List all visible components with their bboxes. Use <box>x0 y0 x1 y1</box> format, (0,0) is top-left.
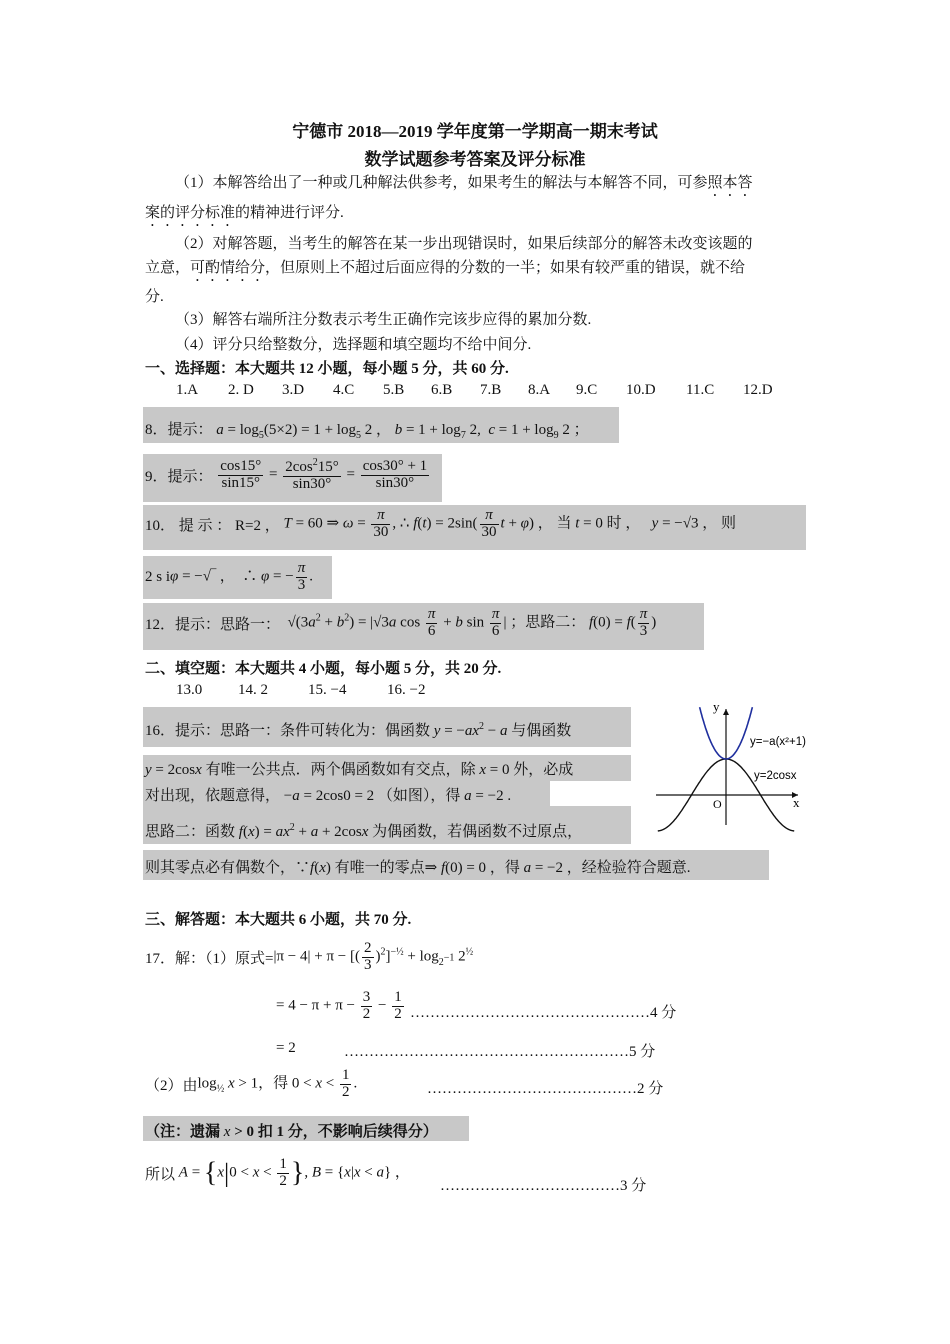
answer-10: 10.D <box>626 382 656 398</box>
function-graph <box>650 697 830 832</box>
hint-9: 9．提示： $\frac{\cos 15^\circ}{\sin 15^\circ}$ = $\frac{2\cos^215^\circ}{\sin 30^\circ}$ = $\frac{\cos 30^\circ + 1}{\sin 30^\circ}$ <box>145 457 428 492</box>
choice-answers <box>176 382 773 399</box>
hint-8: 8．提示： $a = \log_5(5\times 2) = 1 + \log_5 2$ ， $b = 1 + \log_7 2$, $c = 1 + \log_9 2$ ； <box>145 422 589 441</box>
x-axis-label: x <box>793 795 800 810</box>
answer-14: 14. 2 <box>238 682 268 698</box>
problem-17-part-2: （2）由$\log_{\frac{1}{2}} x > 1$，得 0 < x < $\frac{1}{2}$ . <box>145 1067 358 1100</box>
answer-15: 15. −4 <box>308 682 347 698</box>
answer-5: 5.B <box>383 382 405 398</box>
scoring-note: （注：遗漏 x > 0 扣 1 分，不影响后续得分） <box>145 1124 438 1140</box>
section-2-heading: 二、填空题：本大题共 4 小题，每小题 5 分，共 20 分. <box>145 661 502 677</box>
note-2-line-1: （2）对解答题，当考生的解答在某一步出现错误时，如果后续部分的解答未改变该题的 <box>175 236 753 252</box>
answer-13: 13.0 <box>176 682 203 698</box>
hint-16-line-5: 则其零点必有偶数个，∵f(x) 有唯一的零点⇒ f(0) = 0 ，得 a = −2 ，经检验符合题意. <box>145 860 691 876</box>
page-title: 宁德市 2018—2019 学年度第一学期高一期末考试 <box>292 122 658 141</box>
answer-2: 2. D <box>228 382 254 398</box>
note-3: （3）解答右端所注分数表示考生正确作完该步应得的累加分数. <box>175 312 592 328</box>
note-4: （4）评分只给整数分，选择题和填空题均不给中间分. <box>175 337 532 353</box>
parabola-label: y=−a(x²+1) <box>750 736 806 748</box>
note-2-line-2: 立意，可酌情给分，但原则上不超过后面应得的分数的一半；如果有较严重的错误，就不给 <box>145 260 746 276</box>
hint-12: 12．提示：思路一： $√(3a^2 + b^2) = |√3a$ cos $\frac{\pi}{6}$ + b sin $\frac{\pi}{6}$ | ；思路二： f(0) = f( $\frac{\pi}{3}$ ) <box>145 606 657 639</box>
hint-16-line-3: 对出现，依题意得， −a = 2cos0 = 2 （如图），得 a = −2 . <box>145 788 512 804</box>
answer-12: 12.D <box>743 382 773 398</box>
score-5-line: …………………………………………………5 分 <box>344 1044 656 1060</box>
note-2-line-3: 分. <box>145 289 164 305</box>
score-2-line: ……………………………………2 分 <box>427 1081 664 1097</box>
problem-17-line-1: 17．解：（1）原式=|π − 4| + π − [( $\frac{2}{3}$ )$^2]^{-\frac{1}{2}} + \log_{2^{-1}} 2^{\frac{1}{2}}$ <box>145 940 474 973</box>
score-4-line: …………………………………………4 分 <box>410 1005 677 1021</box>
problem-17-line-2: = 4 − π + π − $\frac{3}{2}$ − $\frac{1}{2}$ <box>276 989 402 1022</box>
answer-6: 6.B <box>431 382 453 398</box>
hint-16-line-2: y = 2cosx 有唯一公共点．两个偶函数如有交点，除 x = 0 外，必成 <box>145 762 574 778</box>
problem-17-line-3: = 2 <box>276 1040 296 1056</box>
y-axis-arrow <box>723 709 729 715</box>
score-3-line: ………………………………3 分 <box>440 1178 647 1194</box>
answer-3: 3.D <box>282 382 305 398</box>
hint-16-line-1: 16．提示：思路一：条件可转化为：偶函数 $y = -ax^2 - a$ 与偶函数 <box>145 721 572 739</box>
answer-4: 4.C <box>333 382 355 398</box>
fill-answers <box>176 682 425 699</box>
origin-label: O <box>713 797 722 811</box>
answer-1: 1.A <box>176 382 199 398</box>
answer-7: 7.B <box>480 382 502 398</box>
note-1-line-2: 案的评分标准的精神进行评分. <box>145 205 344 221</box>
hint-10-line-2: 2 s iφ = −√‾ ， ∴ φ = − $\frac{\pi}{3}$ . <box>145 560 313 593</box>
answer-9: 9.C <box>576 382 598 398</box>
answer-11: 11.C <box>686 382 715 398</box>
answer-16: 16. −2 <box>387 682 426 698</box>
hint-16-line-4: 思路二：函数 $f(x) = ax^2 + a + 2\cos x$ 为偶函数，若偶函数不过原点， <box>145 822 583 840</box>
answer-8: 8.A <box>528 382 551 398</box>
cos-label: y=2cosx <box>754 770 797 782</box>
problem-17-sets: 所以 A = {x|0 < x < $\frac{1}{2}$ }, B = {x|x < a} ， <box>145 1156 410 1189</box>
section-1-heading: 一、选择题：本大题共 12 小题，每小题 5 分，共 60 分. <box>145 361 509 377</box>
section-3-heading: 三、解答题：本大题共 6 小题，共 70 分. <box>145 912 412 928</box>
y-axis-label: y <box>713 699 720 714</box>
hint-10-line-1: 10． 提 示 ： R=2 ， T = 60 ⇒ ω = $\frac{\pi}{30}$ , ∴ f(t) = 2sin( $\frac{\pi}{30}$ t + φ) ， 当 t = 0 时 ， y = −√3 ， 则 <box>145 507 736 540</box>
note-1-line-1: （1）本解答给出了一种或几种解法供参考，如果考生的解法与本解答不同，可参照本答 <box>175 175 753 191</box>
page-subtitle: 数学试题参考答案及评分标准 <box>364 150 586 169</box>
